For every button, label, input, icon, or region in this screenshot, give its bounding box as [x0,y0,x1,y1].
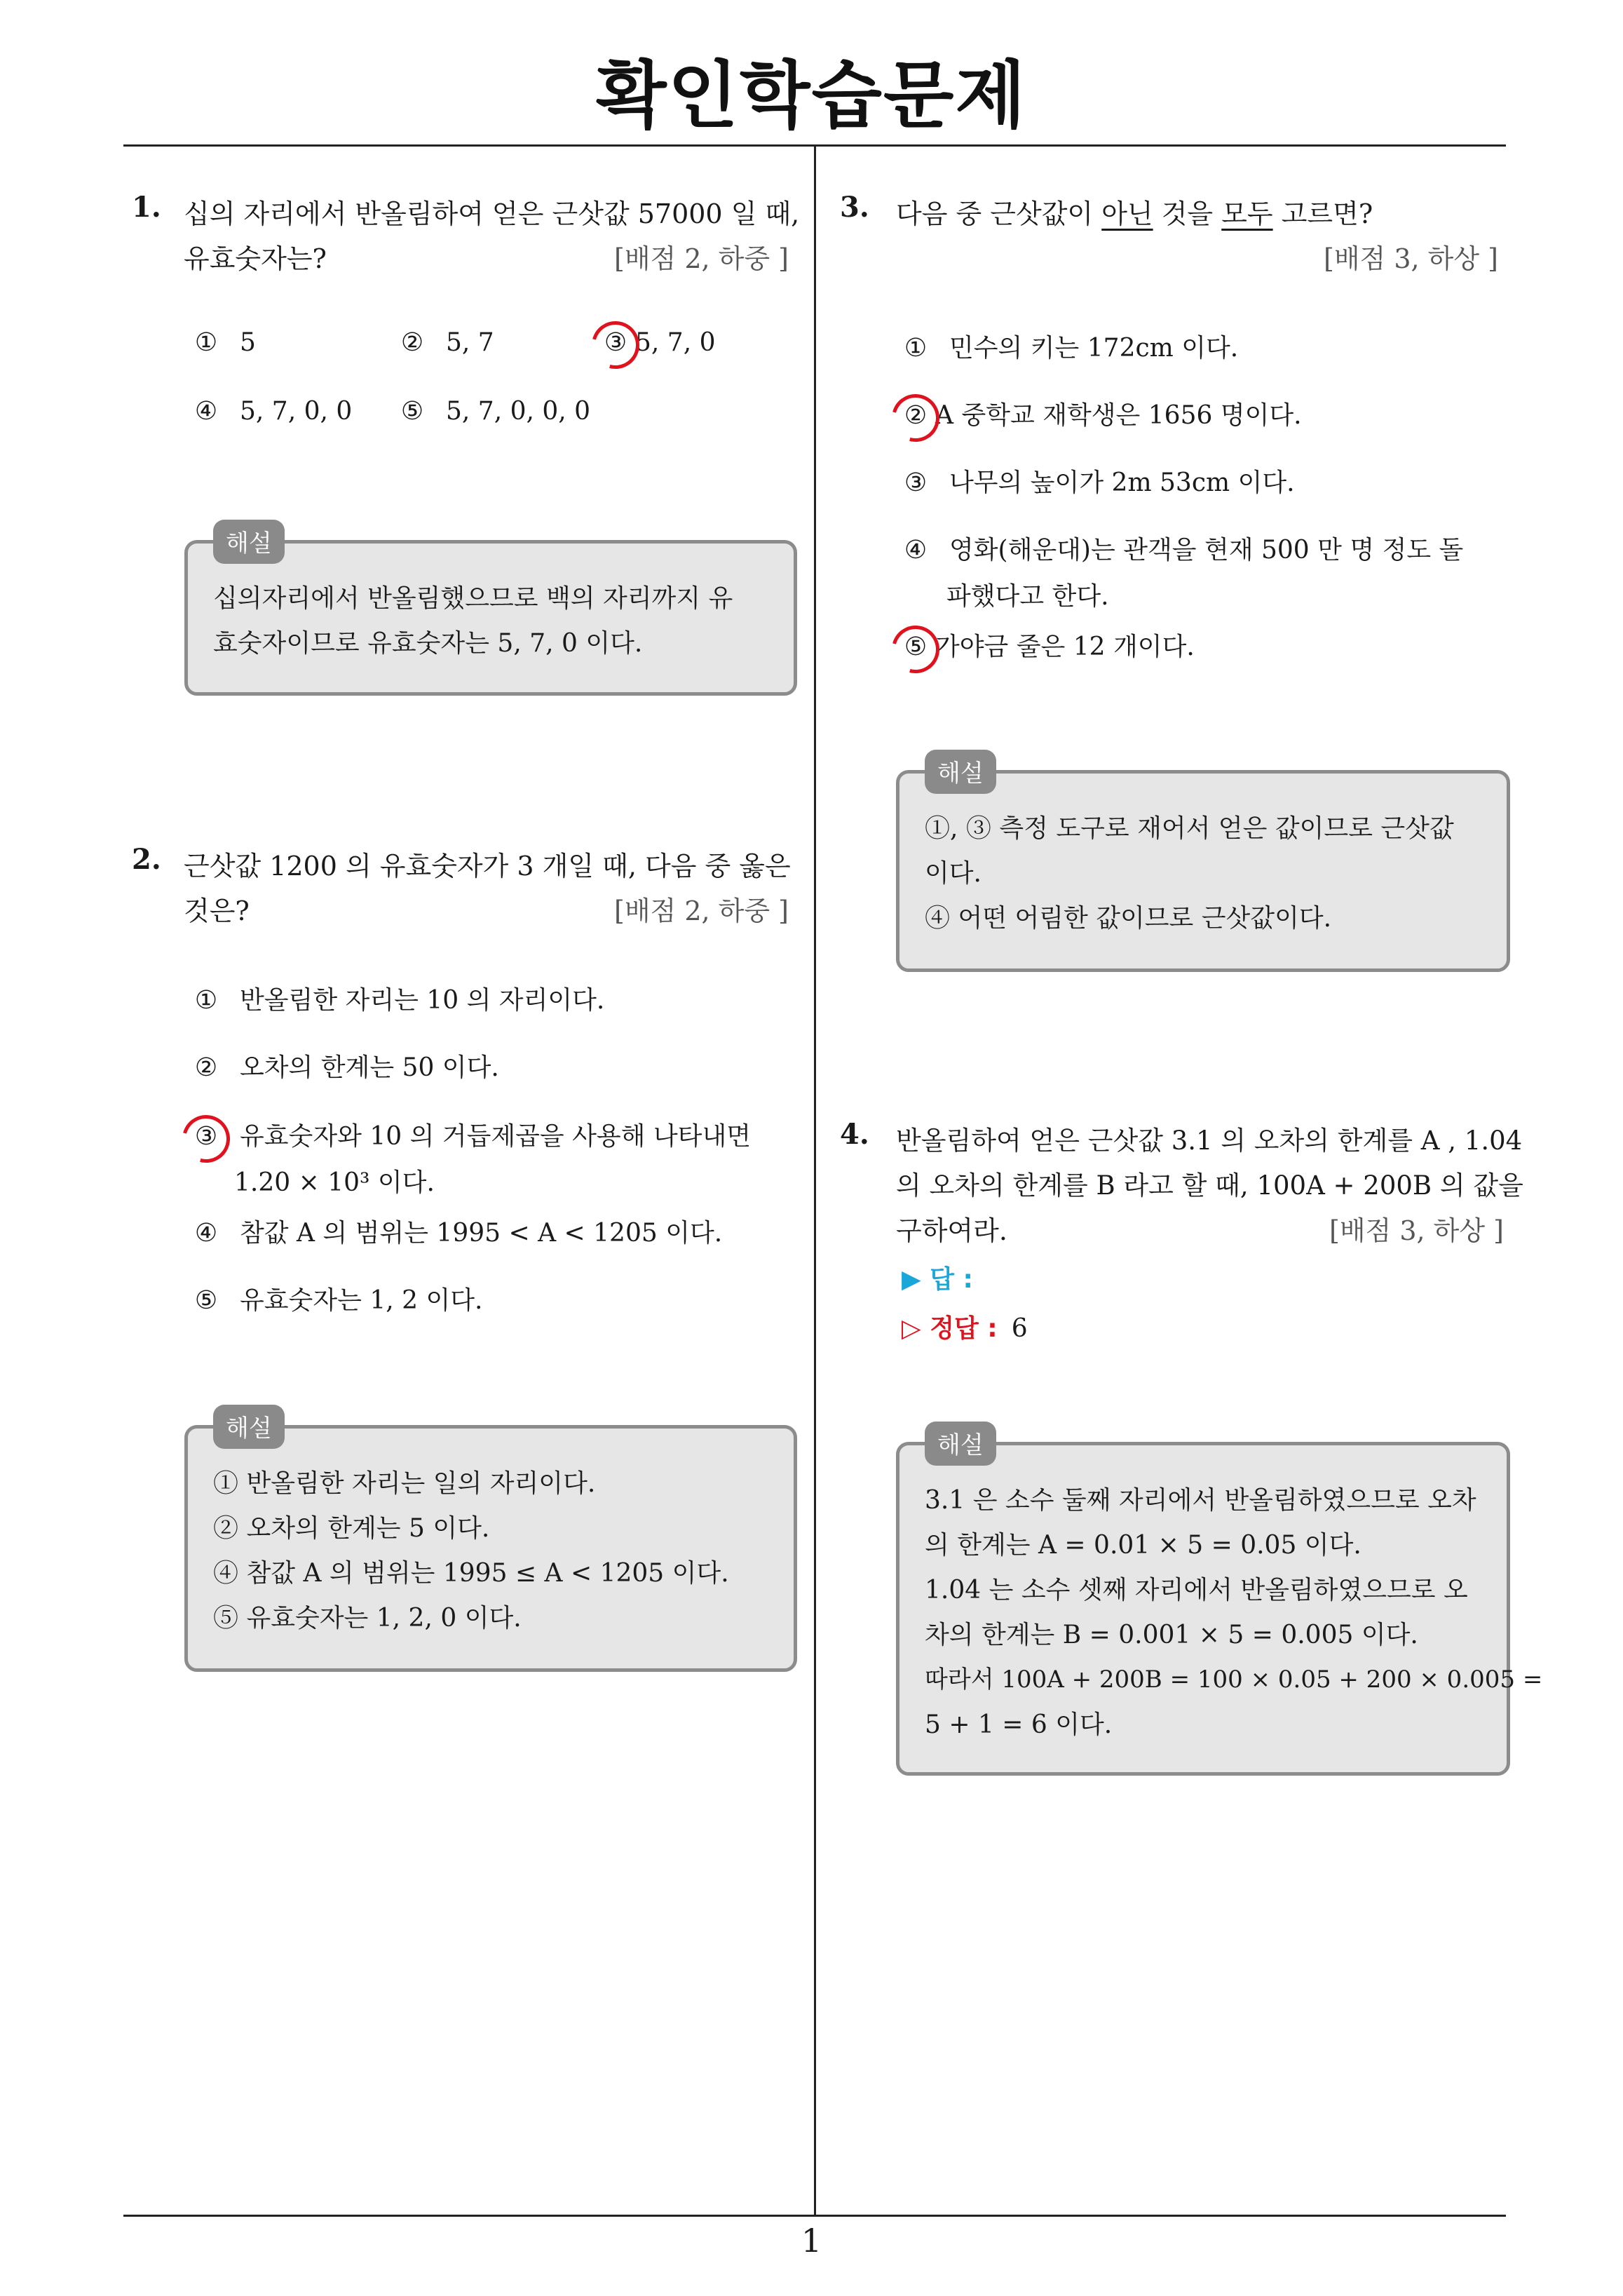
option-mark: ① [194,328,218,357]
question-text-part: 것을 [1153,198,1222,229]
explanation-line: 이다. [925,859,982,888]
option-mark: ② [194,1053,218,1082]
question-text-part: 고르면? [1272,198,1373,229]
option-mark: ③ [904,468,928,497]
underlined-word: 모두 [1221,198,1273,229]
explanation-line: 5 + 1 = 6 이다. [925,1710,1113,1739]
bottom-rule [123,2215,1506,2217]
option-text: 가야금 줄은 12 개이다. [935,633,1195,661]
option-5[interactable] [397,397,590,426]
option-2[interactable] [191,1048,499,1083]
option-3[interactable] [900,463,1295,499]
option-text: 나무의 높이가 2m 53cm 이다. [949,468,1295,497]
explanation-tag: 해설 [925,1422,996,1466]
question-number: 1. [132,191,161,224]
explanation-line: 의 한계는 A = 0.01 × 5 = 0.05 이다. [925,1531,1361,1560]
question-number: 2. [132,843,161,876]
explanation-line: 차의 한계는 B = 0.001 × 5 = 0.005 이다. [925,1621,1418,1649]
option-text: 5, 7, 0 [635,328,716,357]
selected-circle-mark: ② [900,401,931,430]
option-mark: ④ [194,1219,218,1248]
explanation-line: ①, ③ 측정 도구로 재어서 얻은 값이므로 근삿값 [925,814,1454,843]
explanation-line: ② 오차의 한계는 5 이다. [213,1514,490,1543]
score-meta: [배점 2, 하중 ] [614,896,789,926]
answer-input-label[interactable]: ▶ 답 : [902,1265,973,1294]
question-text: 구하여라. [896,1215,1007,1246]
question-text: 의 오차의 한계를 B 라고 할 때, 100A + 200B 의 값을 [896,1170,1523,1201]
question-number: 3. [840,191,869,224]
option-2[interactable] [900,396,1302,431]
explanation-box [184,529,797,696]
option-1[interactable] [191,328,256,357]
option-mark: ① [904,334,928,363]
option-5[interactable] [191,1281,482,1316]
page-title: 확인학습문제 [596,53,1027,138]
option-5[interactable] [900,627,1195,663]
correct-answer-value: 6 [1011,1314,1028,1343]
option-mark: ② [400,328,424,357]
explanation-box [896,759,1510,972]
selected-circle-mark: ③ [600,328,631,357]
option-text: 오차의 한계는 50 이다. [240,1053,499,1082]
explanation-line: ④ 참값 A 의 범위는 1995 ≤ A < 1205 이다. [213,1559,729,1588]
option-mark: ④ [194,397,218,426]
option-text: A 중학교 재학생은 1656 명이다. [935,401,1302,430]
score-meta: [배점 2, 하중 ] [614,243,789,274]
option-text: 5, 7, 0, 0 [240,397,353,426]
explanation-box [184,1414,797,1672]
score-meta: [배점 3, 하상 ] [1329,1215,1504,1246]
correct-answer-label: ▷ 정답 : [902,1314,998,1343]
option-1[interactable] [900,328,1238,364]
explanation-line: ① 반올림한 자리는 일의 자리이다. [213,1469,596,1498]
column-divider [814,144,816,2216]
option-3[interactable] [600,328,716,357]
explanation-line: 십의자리에서 반올림했으므로 백의 자리까지 유 [213,584,733,613]
underlined-word: 아닌 [1101,198,1153,229]
score-meta: [배점 3, 하상 ] [1324,243,1498,274]
question-text [896,192,1373,231]
question-text: 반올림하여 얻은 근삿값 3.1 의 오차의 한계를 A , 1.04 [896,1126,1523,1156]
explanation-tag: 해설 [213,1405,285,1449]
question-text: 것은? [184,896,250,926]
option-text: 반올림한 자리는 10 의 자리이다. [240,986,605,1015]
question-text: 십의 자리에서 반올림하여 얻은 근삿값 57000 일 때, [184,198,800,229]
option-3[interactable] [191,1116,751,1152]
option-text-continued: 1.20 × 10³ 이다. [234,1168,435,1197]
option-mark: ⑤ [194,1286,218,1315]
option-4[interactable] [900,530,1463,566]
option-1[interactable] [191,980,604,1016]
selected-circle-mark: ③ [191,1122,222,1151]
explanation-tag: 해설 [213,520,285,564]
option-text: 민수의 키는 172cm 이다. [949,334,1239,363]
option-4[interactable] [191,397,352,426]
explanation-line: 3.1 은 소수 둘째 자리에서 반올림하였으므로 오차 [925,1486,1476,1515]
explanation-line: 따라서 100A + 200B = 100 × 0.05 + 200 × 0.005 = [925,1666,1543,1694]
explanation-line: 1.04 는 소수 셋째 자리에서 반올림하였으므로 오 [925,1576,1468,1605]
option-text: 5 [240,328,256,357]
question-text: 근삿값 1200 의 유효숫자가 3 개일 때, 다음 중 옳은 [184,851,791,882]
selected-circle-mark: ⑤ [900,633,931,661]
option-text: 5, 7, 0, 0, 0 [446,397,591,426]
option-text: 5, 7 [446,328,494,357]
option-text: 참값 A 의 범위는 1995 < A < 1205 이다. [240,1219,723,1248]
option-text: 유효숫자와 10 의 거듭제곱을 사용해 나타내면 [240,1122,751,1151]
option-2[interactable] [397,328,494,357]
question-text-part: 다음 중 근삿값이 [896,198,1102,229]
explanation-line: ④ 어떤 어림한 값이므로 근삿값이다. [925,904,1332,933]
option-mark: ④ [904,536,928,565]
explanation-box [896,1431,1543,1776]
option-4[interactable] [191,1213,722,1249]
option-text: 영화(해운대)는 관객을 현재 500 만 명 정도 돌 [949,536,1464,565]
option-text: 유효숫자는 1, 2 이다. [240,1286,483,1315]
option-mark: ① [194,986,218,1015]
option-text-continued: 파했다고 한다. [946,582,1109,611]
explanation-line: ⑤ 유효숫자는 1, 2, 0 이다. [213,1604,522,1633]
explanation-tag: 해설 [925,750,996,794]
option-mark: ⑤ [400,397,424,426]
page-number: 1 [801,2222,822,2260]
explanation-line: 효숫자이므로 유효숫자는 5, 7, 0 이다. [213,629,643,658]
correct-answer-row [902,1309,1028,1344]
question-text: 유효숫자는? [184,243,327,274]
question-number: 4. [840,1118,869,1151]
